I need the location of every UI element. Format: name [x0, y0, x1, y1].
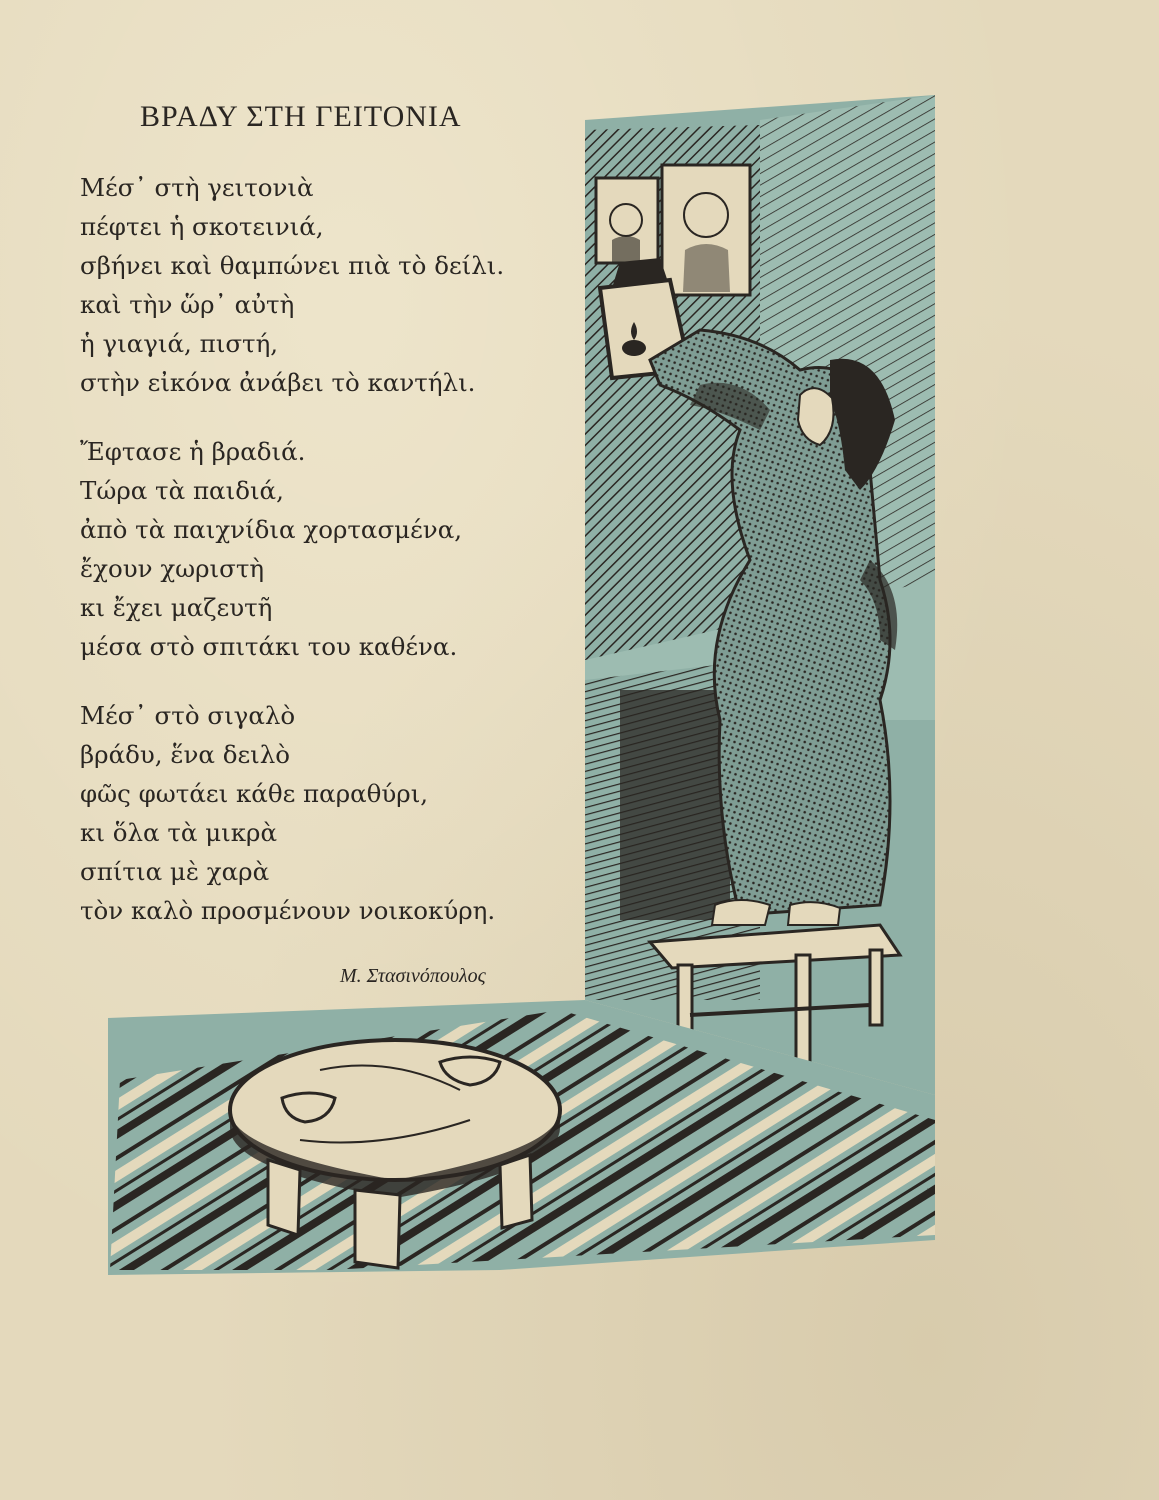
poem-line: Μέσ᾽ στὸ σιγαλὸ: [80, 701, 296, 730]
poem-line: κι ἔχει μαζευτῆ: [80, 593, 273, 622]
poem-line: στὴν εἰκόνα ἀνάβει τὸ καντήλι.: [80, 368, 476, 397]
poem-line: Τώρα τὰ παιδιά,: [80, 476, 284, 505]
poem-line: Μέσ᾽ στὴ γειτονιὰ: [80, 173, 314, 202]
poem-title: ΒΡΑΔΥ ΣΤΗ ΓΕΙΤΟΝΙΑ: [140, 100, 462, 133]
poem-line: σπίτια μὲ χαρὰ: [80, 857, 270, 886]
poem-line: καὶ τὴν ὥρ᾽ αὐτὴ: [80, 290, 295, 319]
poem-line: φῶς φωτάει κάθε παραθύρι,: [80, 779, 429, 808]
poem-line: Ἔφτασε ἡ βραδιά.: [80, 437, 306, 466]
poem-line: ἔχουν χωριστὴ: [80, 554, 265, 583]
poem-line: σβήνει καὶ θαμπώνει πιὰ τὸ δείλι.: [80, 251, 505, 280]
poem-line: μέσα στὸ σπιτάκι του καθένα.: [80, 632, 458, 661]
poem-line: ἡ γιαγιά, πιστή,: [80, 329, 279, 358]
poem-line: ἀπὸ τὰ παιχνίδια χορτασμένα,: [80, 515, 463, 544]
poem-author: Μ. Στασινόπουλος: [340, 965, 486, 987]
poem-line: κι ὅλα τὰ μικρὰ: [80, 818, 277, 847]
poem-line: τὸν καλὸ προσμένουν νοικοκύρη.: [80, 896, 496, 925]
poem-line: πέφτει ἡ σκοτεινιά,: [80, 212, 324, 241]
poem-line: βράδυ, ἕνα δειλὸ: [80, 740, 291, 769]
illustration-grandmother-lighting-lamp: [100, 95, 940, 1285]
